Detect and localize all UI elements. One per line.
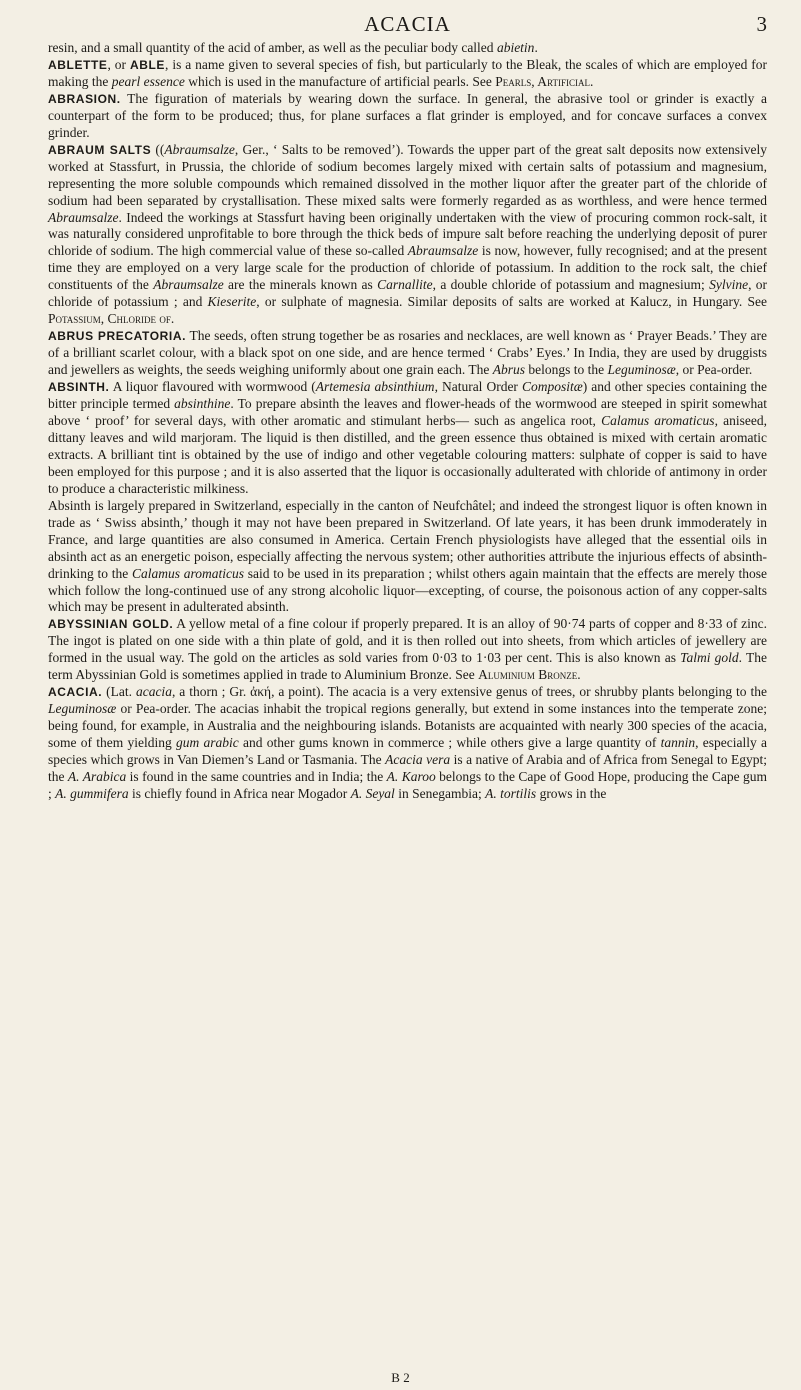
text-run: The seeds, often strung together be as rosaries and necklaces, are well known as ‘ Prayer Beads.’ They are of a brilliant scarlet colour, with a black spot on one side, and are hence termed ‘ Crabs’ Eyes.’ In India, they are used by druggists and jewellers as weights, the seeds weighing uniformly about one grain each. The xyxy=(48,328,767,378)
text-run: . xyxy=(170,311,175,327)
headword: ABLE xyxy=(129,57,166,72)
italic-term: pearl essence xyxy=(111,73,185,89)
dictionary-text xyxy=(48,40,767,803)
signature-mark: B 2 xyxy=(391,1370,410,1385)
italic-term: absinthine xyxy=(174,396,231,412)
text-run: are the minerals known as xyxy=(223,277,378,293)
italic-term: Leguminosæ xyxy=(607,362,676,378)
text-run: which is used in the manufacture of artificial pearls. See xyxy=(184,73,496,89)
text-run: grows in the xyxy=(536,785,607,801)
text-run: , or chloride of potassium ; and xyxy=(48,277,768,310)
running-title: ACACIA xyxy=(364,12,451,36)
italic-term: gum arabic xyxy=(175,735,239,751)
italic-term: acacia xyxy=(135,684,172,700)
headword: ACACIA. xyxy=(48,685,103,700)
text-run: , is a name given to several species of fish, but particularly to the Bleak, the scales of which are employed for making the xyxy=(48,56,767,89)
text-run: and other gums known in commerce ; while others give a large quantity of xyxy=(238,735,661,751)
text-run: . To prepare absinth the leaves and flower-heads of the wormwood are steeped in spirit somewhat above ‘ proof’ for several days, with other aromatic and stimulant herbs— such as angelica root, xyxy=(48,396,768,428)
italic-term: A. Seyal xyxy=(350,785,395,801)
headword: ABRASION. xyxy=(48,91,121,106)
dictionary-entry xyxy=(48,40,767,57)
text-run: . xyxy=(589,73,594,89)
italic-term: tannin xyxy=(660,735,696,751)
cross-reference: Potassium, Chloride of xyxy=(48,311,171,327)
italic-term: Abraumsalze xyxy=(407,243,479,259)
text-run: resin, and a small quantity of the acid of amber, as well as the peculiar body called xyxy=(48,40,497,55)
text-run: . xyxy=(534,40,538,55)
text-run: in Senegambia; xyxy=(394,785,486,801)
text-run: The figuration of materials by wearing down the surface. In general, the abrasive tool or grinder is exactly a counterpart of the form to be produced; thus, for plane surfaces a flat grinder is employed, and for concave surfaces a convex grinder. xyxy=(48,90,767,140)
italic-term: A. Karoo xyxy=(386,768,436,784)
italic-term: Abraumsalze xyxy=(153,277,224,293)
text-run: is chiefly found in Africa near Mogador xyxy=(128,785,351,801)
text-run: (Lat. xyxy=(102,684,136,700)
italic-term: abietin xyxy=(496,40,535,55)
text-run: , or Pea-order. xyxy=(675,362,753,378)
page-number: 3 xyxy=(756,12,767,36)
italic-term: Abrus xyxy=(492,362,526,378)
text-run: , Ger., ‘ Salts to be removed’). Towards the upper part of the great salt deposits now extensively worked at Stassfurt, in Prussia, the chloride of sodium becomes largely mixed with certain salts of potassium and magnesium, representing the more soluble compounds which remained dissolved in the mother liquor after the greater part of the chloride of sodium had been separated by crystallisation. These mixed salts were formerly regarded as as worthless, and were hence termed xyxy=(48,141,767,208)
headword: ABSINTH. xyxy=(48,380,110,395)
headword: ABRUS PRECATORIA. xyxy=(48,329,187,344)
dictionary-entry xyxy=(48,379,767,498)
text-run: , a double chloride of potassium and magnesium; xyxy=(432,277,710,293)
italic-term: Artemesia absinthium xyxy=(315,379,435,395)
headword: ABYSSINIAN GOLD. xyxy=(48,617,174,632)
text-run: ) and other species containing the bitter principle termed xyxy=(48,379,767,412)
text-run: is found in the same countries and in India; the xyxy=(126,768,387,784)
text-run: belongs to the Cape of Good Hope, producing the Cape gum ; xyxy=(48,768,767,801)
text-run: said to be used in its preparation ; whilst others again maintain that the effects are merely those which follow the long-continued use of any strong alcoholic liquor—excepting, of course, the poisonous action of any copper-salts which may be present in adulterated absinth. xyxy=(48,565,767,615)
dictionary-entry xyxy=(48,142,767,328)
italic-term: A. tortilis xyxy=(485,785,537,801)
italic-term: Calamus aromaticus xyxy=(601,412,715,428)
text-run: . Indeed the workings at Stassfurt having been originally undertaken with the view of procuring common rock-salt, it was naturally considered unprofitable to bore through the thick beds of impure salt before reaching the underlying deposit of purer chloride of sodium. The high commercial value of these so-called xyxy=(48,209,767,259)
italic-term: Kieserite xyxy=(207,294,257,310)
text-run: , or xyxy=(107,56,130,72)
text-run: . xyxy=(577,667,581,683)
text-run: belongs to the xyxy=(525,362,608,378)
text-run: , especially a species which grows in Van Diemen’s Land or Tasmania. The xyxy=(48,735,767,768)
cross-reference: Aluminium Bronze xyxy=(478,667,578,683)
headword: ABLETTE xyxy=(48,57,108,72)
dictionary-entry xyxy=(48,616,767,684)
dictionary-entry xyxy=(48,57,767,91)
running-header xyxy=(48,0,767,40)
text-run: , or sulphate of magnesia. Similar deposits of salts are worked at Kalucz, in Hungary. See xyxy=(256,294,767,310)
italic-term: Leguminosæ xyxy=(48,701,117,717)
continuation-paragraph xyxy=(48,498,767,617)
text-run: (( xyxy=(151,141,165,157)
text-run: A yellow metal of a fine colour if properly prepared. It is an alloy of 90·74 parts of copper and 8·33 of zinc. The ingot is plated on one side with a thin plate of gold, and it is then rolled out into sheets, from which articles of jewellery are formed in the usual way. The gold on the articles as sold varies from 0·03 to 1·03 per cent. This is also known as xyxy=(48,616,767,666)
text-run: is a native of Arabia and of Africa from Senegal to Egypt; the xyxy=(48,752,768,784)
text-run: , Natural Order xyxy=(434,379,522,395)
dictionary-entry xyxy=(48,684,767,803)
italic-term: A. Arabica xyxy=(67,768,127,784)
italic-term: Calamus aromaticus xyxy=(131,565,244,581)
italic-term: Carnallite xyxy=(377,277,433,293)
text-run: . The term Abyssinian Gold is sometimes applied in trade to Aluminium Bronze. See xyxy=(48,650,768,683)
italic-term: Sylvine xyxy=(709,277,749,293)
cross-reference: Pearls, Artificial xyxy=(495,73,590,89)
italic-term: Acacia vera xyxy=(385,752,451,768)
text-run: is now, however, fully recognised; and at the present time they are employed on a very large scale for the production of chloride of potassium. In addition to the rock salt, the chief constituents of the xyxy=(48,243,767,293)
text-run: A liquor flavoured with wormwood ( xyxy=(109,379,316,395)
text-run: , a thorn ; Gr. ἀκή, a point). The acacia is a very extensive genus of trees, or shrubby plants belonging to the xyxy=(171,684,767,700)
text-run: , aniseed, dittany leaves and wild marjoram. The liquid is then distilled, and the green essence thus obtained is mixed with certain aromatic extracts. A brilliant tint is obtained by the use of indigo and other vegetable colouring matters: sulphate of copper is said to have been employed for this purpose ; and it is also asserted that the liquor is occasionally adulterated with chloride of antimony in order to produce a characteristic milkiness. xyxy=(48,412,767,496)
italic-term: Abraumsalze xyxy=(48,209,119,225)
text-run: or Pea-order. The acacias inhabit the tropical regions generally, but extend in some instances into the temperate zone; being found, for example, in Australia and the neighbouring islands. Botanists are acquainted with nearly 300 species of the acacia, some of them yielding xyxy=(48,701,767,751)
italic-term: Abraumsalze xyxy=(164,141,235,157)
dictionary-entry xyxy=(48,91,767,142)
italic-term: A. gummifera xyxy=(55,785,129,801)
italic-term: Talmi gold xyxy=(680,650,739,666)
dictionary-entry xyxy=(48,328,767,379)
italic-term: Compositæ xyxy=(521,379,583,395)
text-run: Absinth is largely prepared in Switzerland, especially in the canton of Neufchâtel; and indeed the strongest liquor is often known in trade as ‘ Swiss absinth,’ though it may not have been prepared in Switzerland. Of late years, it has been drunk immoderately in France, and large quantities are also consumed in America. Certain French physiologists have alleged that the essential oils in absinth act as an energetic poison, especially affecting the nervous system; other authorities attribute the injurious effects of absinth-drinking to the xyxy=(48,497,767,581)
headword: ABRAUM SALTS xyxy=(48,142,152,157)
